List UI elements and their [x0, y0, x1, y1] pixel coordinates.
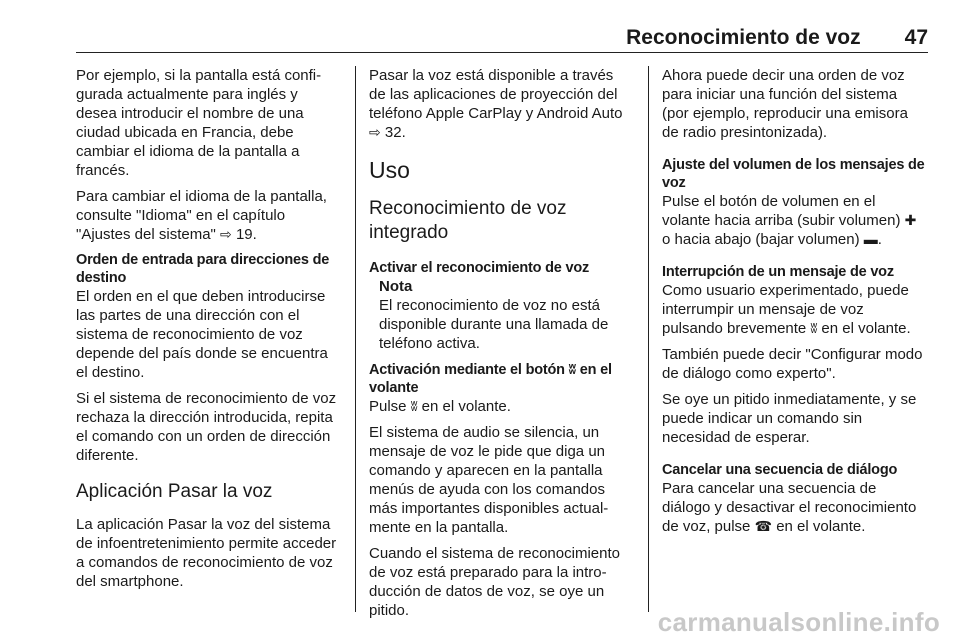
- watermark: carmanualsonline.info: [657, 607, 940, 637]
- section-heading: Reconocimiento de voz integrado: [369, 198, 567, 243]
- page-title: Reconocimiento de voz: [626, 26, 861, 49]
- voice-control-icon: ʬ: [410, 398, 418, 414]
- column-divider: [355, 66, 356, 612]
- paragraph: Para cambiar el idioma de la pantalla, consulte "Idioma" en el capítulo "Ajustes del sistema" ⇨ 19.: [76, 188, 327, 243]
- paragraph: Pulse ʬ en el volante.: [369, 398, 511, 415]
- subheading: Activar el reconocimiento de voz: [369, 260, 590, 276]
- end-call-icon: ☎: [754, 518, 773, 534]
- note-text: El reconocimiento de voz no está disponible durante una llamada de teléfono activa.: [379, 297, 609, 352]
- column-1: [76, 66, 341, 598]
- page-ref[interactable]: 32.: [384, 124, 406, 141]
- header-rule: [76, 52, 928, 53]
- subheading: Orden de entrada para direcciones de destino: [76, 252, 330, 286]
- column-2: [369, 66, 634, 627]
- subheading: Interrupción de un mensaje de voz: [662, 264, 894, 280]
- section-heading: Aplicación Pasar la voz: [76, 481, 273, 502]
- paragraph: Pulse el botón de volumen en el volante hacia arriba (subir volumen) ✚ o hacia abajo (bajar volumen) ▬.: [662, 193, 917, 248]
- subheading: Ajuste del volumen de los mensajes de voz: [662, 157, 925, 191]
- page-header: [76, 26, 928, 50]
- paragraph: Si el sistema de reconocimiento de voz rechaza la dirección introducida, repita el comando con un orden de dirección diferente.: [76, 390, 337, 464]
- paragraph: Pasar la voz está disponible a través de las aplicaciones de proyección del teléfono Apple CarPlay y Android Auto⇨ 32.: [369, 67, 623, 141]
- page-ref[interactable]: 19.: [235, 226, 257, 243]
- subheading: Activación mediante el botón ʬ en el volante: [369, 361, 612, 396]
- paragraph: Ahora puede decir una orden de voz para iniciar una función del sistema (por ejemplo, reproducir una emisora de radio presintonizada).: [662, 67, 908, 141]
- page-ref-arrow-icon: ⇨: [220, 226, 232, 242]
- note-label: Nota: [379, 278, 413, 295]
- paragraph: Para cancelar una secuencia de diálogo y desactivar el reconocimiento de voz, pulse ☎ en el volante.: [662, 480, 917, 535]
- paragraph: Como usuario experimentado, puede interrumpir un mensaje de voz pulsando brevemente ʬ en el volante.: [662, 282, 911, 337]
- page-ref-arrow-icon: ⇨: [369, 124, 381, 140]
- paragraph: El orden en el que deben introducirse las partes de una dirección con el sistema de reconocimiento de voz depende del país donde se encuentra el destino.: [76, 288, 328, 381]
- paragraph: Cuando el sistema de reconocimiento de voz está preparado para la introducción de datos de voz, se oye un pitido.: [369, 545, 620, 619]
- paragraph: El sistema de audio se silencia, un mensaje de voz le pide que diga un comando y aparecen en la pantalla menús de ayuda con los comandos más importantes disponibles actualmente en la pantalla.: [369, 424, 609, 536]
- page-number: 47: [904, 26, 928, 49]
- column-3: [662, 66, 927, 543]
- volume-down-icon: ▬: [863, 231, 878, 247]
- chapter-heading: Uso: [369, 157, 410, 183]
- paragraph: También puede decir "Configurar modo de diálogo como experto".: [662, 346, 923, 382]
- paragraph: La aplicación Pasar la voz del sistema de infoentretenimiento permite acceder a comandos de reconocimiento de voz del smartphone.: [76, 516, 337, 590]
- paragraph: Se oye un pitido inmediatamente, y se puede indicar un comando sin necesidad de esperar.: [662, 391, 917, 446]
- note-box: [369, 277, 634, 353]
- volume-up-icon: ✚: [904, 212, 917, 228]
- subheading: Cancelar una secuencia de diálogo: [662, 462, 898, 478]
- paragraph: Por ejemplo, si la pantalla está configurada actualmente para inglés y desea introducir el nombre de una ciudad ubicada en Francia, debe cambiar el idioma de la pantalla a francés.: [76, 67, 322, 179]
- column-divider: [648, 66, 649, 612]
- voice-control-icon: ʬ: [810, 320, 818, 336]
- voice-control-icon: ʬ: [568, 361, 576, 377]
